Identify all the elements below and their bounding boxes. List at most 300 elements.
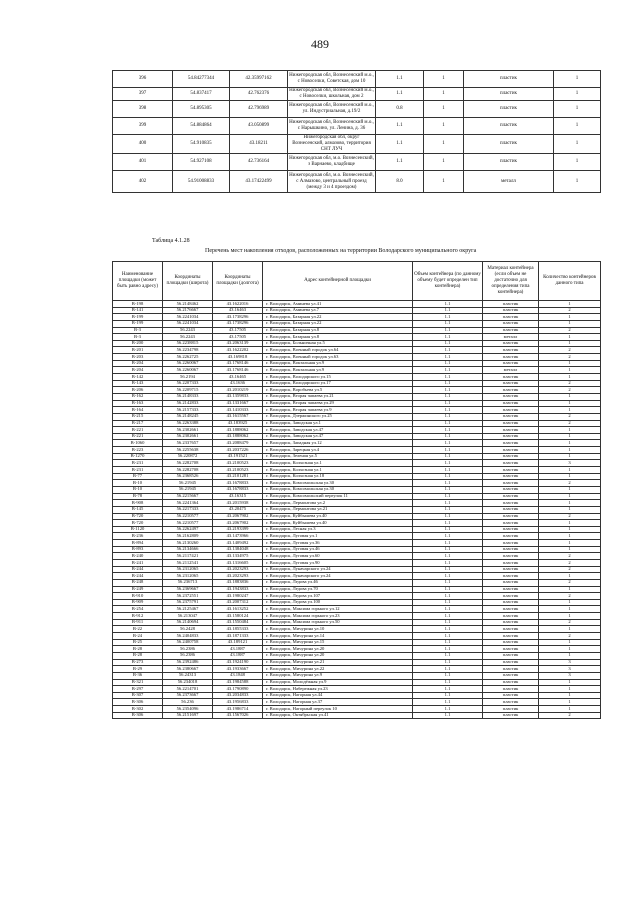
table-cell: г. Володарск, Максима горького ул.12 (263, 606, 413, 613)
table-cell: В-28 (113, 652, 163, 659)
table-cell: 1.1 (413, 486, 483, 493)
table-row (113, 646, 601, 653)
table-cell: 1 (424, 101, 464, 118)
table-cell: 1 (424, 135, 464, 154)
table-cell: 1 (539, 652, 601, 659)
table-cell: 1.1 (413, 307, 483, 314)
table-cell: 43.1738296 (213, 320, 263, 327)
table-cell: В-3 (113, 334, 163, 341)
table-cell: 1 (539, 301, 601, 308)
table-row (113, 540, 601, 547)
table-row (113, 400, 601, 407)
table-row (113, 606, 601, 613)
table-cell: г. Володарск, Ледова ул.46 (263, 579, 413, 586)
table-cell: 43.1883836 (213, 579, 263, 586)
table-cell: 43.183925 (213, 420, 263, 427)
table-cell: 1.1 (376, 118, 424, 135)
table-cell: г. Володарск, Куйбышева ул.40 (263, 513, 413, 520)
page-number: 489 (311, 37, 329, 51)
table-cell: пластик (483, 652, 539, 659)
table-cell: 56.2262497 (163, 526, 213, 533)
table-cell: 56.2117421 (163, 553, 213, 560)
table-cell: 1 (539, 314, 601, 321)
table-cell: 1.1 (413, 453, 483, 460)
table-cell: В-306 (113, 699, 163, 706)
table-cell: В-141 (113, 307, 163, 314)
table-cell: 397 (113, 88, 173, 101)
table-cell: 56.2148462 (163, 301, 213, 308)
table-cell: 43.1334975 (213, 553, 263, 560)
table-cell: В-206 (113, 387, 163, 394)
table-cell: 1.1 (413, 380, 483, 387)
table-cell: г. Володарск, Мичурина ул.9 (263, 672, 413, 679)
table-cell: 56.2125467 (163, 606, 213, 613)
table-cell: 43.1359833 (213, 393, 263, 400)
table-row (113, 546, 601, 553)
table-cell: пластик (483, 686, 539, 693)
table-cell: 1 (424, 171, 464, 193)
table-cell: 43.050899 (230, 118, 288, 135)
table-cell: В-217 (113, 420, 163, 427)
table-cell: 56.2392486 (163, 659, 213, 666)
table-cell: 1 (554, 118, 601, 135)
table-cell: 43.1409492 (213, 540, 263, 547)
table-cell: 43.189121 (213, 639, 263, 646)
table-row (113, 480, 601, 487)
table-cell: 1.1 (413, 672, 483, 679)
table-cell: г. Володарск, Мичурина ул.10 (263, 626, 413, 633)
column-header: Координаты площадки (широта) (163, 262, 213, 301)
table-cell: пластик (483, 354, 539, 361)
table-cell: 3 (539, 666, 601, 673)
table-row (113, 387, 601, 394)
table-cell: 1 (539, 599, 601, 606)
table-cell: 56.2217333 (163, 506, 213, 513)
table-row (113, 493, 601, 500)
table-cell: 1.1 (413, 360, 483, 367)
table-cell: 1.1 (413, 500, 483, 507)
table-cell: пластик (464, 71, 554, 88)
table-cell: 56.2260067 (163, 367, 213, 374)
table-cell: пластик (483, 659, 539, 666)
table-cell: металл (464, 171, 554, 193)
table-cell: пластик (483, 579, 539, 586)
table-cell: 43.2037226 (213, 447, 263, 454)
table-row (113, 559, 601, 566)
table-cell: В-3 (113, 327, 163, 334)
table-cell: В-236 (113, 533, 163, 540)
table-cell: 1.1 (413, 506, 483, 513)
table-cell: 2 (539, 480, 601, 487)
table-cell: пластик (483, 433, 539, 440)
table-cell: 1.1 (413, 546, 483, 553)
table-cell: 1 (539, 473, 601, 480)
table-cell: пластик (483, 340, 539, 347)
table-cell: г. Володарск, Луначарского ул.24 (263, 573, 413, 580)
table-cell: 1.1 (376, 154, 424, 171)
table-cell: В-720 (113, 520, 163, 527)
table-cell: пластик (483, 586, 539, 593)
table-cell: 398 (113, 101, 173, 118)
table-cell: 56.2130260 (163, 540, 213, 547)
table-cell: 1 (424, 71, 464, 88)
table-row (113, 639, 601, 646)
table-cell: г. Володарск, Вокзальная ул.9 (263, 367, 413, 374)
table-cell: пластик (483, 486, 539, 493)
table-cell: 1.1 (413, 407, 483, 414)
table-cell: 2 (539, 566, 601, 573)
table-row (113, 420, 601, 427)
table-cell: пластик (483, 520, 539, 527)
table-cell: 43.17505 (213, 334, 263, 341)
table-cell: 43.191521 (213, 453, 263, 460)
table-cell: 43.1384048 (213, 546, 263, 553)
table-cell: В-221 (113, 427, 163, 434)
table-cell: 56.2375791 (163, 599, 213, 606)
table-cell: Нижегородская обл, Вознесенский м.о., с Новоселки, школьная, дом 2 (289, 88, 374, 99)
table-cell: 56.2243 (163, 334, 213, 341)
table-cell: 43.20475 (213, 506, 263, 513)
table-cell: г. Володарск, Базарная ул.8 (263, 327, 413, 334)
table-cell: В-321 (113, 679, 163, 686)
table-cell: г. Володарск, Ледова ул.70 (263, 586, 413, 593)
table-cell: 1.1 (413, 646, 483, 653)
table-cell: В-244 (113, 573, 163, 580)
table-cell: 2 (539, 380, 601, 387)
table-cell: 43.1622202 (213, 347, 263, 354)
table-cell: 2 (539, 327, 601, 334)
table-cell: 1 (554, 171, 601, 193)
table-cell: 56.2282708 (163, 460, 213, 467)
table-row (113, 301, 601, 308)
table-cell: 43.1550484 (213, 619, 263, 626)
table-cell: В-145 (113, 506, 163, 513)
table-cell: В-910 (113, 593, 163, 600)
table-cell: 1 (554, 88, 601, 101)
table-cell: 56.2148333 (163, 393, 213, 400)
table-cell: В-248 (113, 579, 163, 586)
table-cell: 1 (539, 626, 601, 633)
table-cell: 43.16465 (213, 374, 263, 381)
table-cell: 1.1 (413, 633, 483, 640)
table-cell: г. Володарск, Мичурина ул.20 (263, 652, 413, 659)
table-row (113, 393, 601, 400)
table-cell: 1.1 (413, 367, 483, 374)
table-cell: 1.1 (413, 599, 483, 606)
table-cell: В-22 (113, 626, 163, 633)
table-cell: 1.1 (413, 533, 483, 540)
table-cell: 1.1 (413, 712, 483, 719)
table-cell: В-911 (113, 619, 163, 626)
table-cell: 56.213047 (163, 613, 213, 620)
table-cell: г. Володарск, Луговая ул.36 (263, 540, 413, 547)
table-cell: 1.1 (413, 334, 483, 341)
table-cell: В-201 (113, 347, 163, 354)
table-row (113, 440, 601, 447)
table-cell: пластик (483, 679, 539, 686)
table-row (113, 626, 601, 633)
table-cell: г. Володарск, Зеленая ул.5 (263, 453, 413, 460)
table-cell: 43.2023293 (213, 573, 263, 580)
table-cell: пластик (464, 135, 554, 154)
table-cell: В-78 (113, 493, 163, 500)
table-cell: В-200 (113, 340, 163, 347)
table-row (113, 354, 601, 361)
table-cell: 43.1316605 (213, 559, 263, 566)
table-row (113, 320, 601, 327)
table-cell: 1.1 (413, 579, 483, 586)
table-cell: 43.1567026 (213, 712, 263, 719)
table-cell: В-302 (113, 706, 163, 713)
table-cell: пластик (483, 573, 539, 580)
table-cell: 43.2034833 (213, 692, 263, 699)
table-cell: 1.1 (413, 420, 483, 427)
table-cell: 43.2101281 (213, 473, 263, 480)
table-cell: г. Володарск, Луговая ул.1 (263, 533, 413, 540)
table-cell: 56.2151697 (163, 712, 213, 719)
table-cell: г. Володарск, Заводская ул.1 (263, 420, 413, 427)
table-cell: 56.2312065 (163, 566, 213, 573)
table-row (113, 360, 601, 367)
table-cell: г. Володарск, Заводская ул.47 (263, 427, 413, 434)
table-cell: 1 (539, 526, 601, 533)
table-cell: г. Володарск, Военный городок ул.64 (263, 347, 413, 354)
table-cell: 56.2234798 (163, 347, 213, 354)
table-cell: г. Володарск, Комсомольский переулок 11 (263, 493, 413, 500)
table-cell: 0.8 (376, 101, 424, 118)
table-cell: 1 (539, 360, 601, 367)
table-cell: пластик (483, 320, 539, 327)
table-cell: 1.1 (413, 666, 483, 673)
table-cell: 56.2243 (163, 327, 213, 334)
table-row (113, 154, 601, 171)
table-cell: пластик (483, 427, 539, 434)
table-cell: 42.736164 (230, 154, 288, 171)
table-cell: 43.1410333 (213, 407, 263, 414)
table-cell: В-894 (113, 540, 163, 547)
table-cell: 1.1 (413, 566, 483, 573)
table-cell: 1 (539, 340, 601, 347)
table-cell: Нижегородская обл, Вознесенский м.о., с Нарышкино, ул. Ленина, д. 36 (288, 118, 376, 135)
table-cell: 401 (113, 154, 173, 171)
table-cell: 396 (113, 71, 173, 88)
table-cell: 1.1 (413, 340, 483, 347)
table-cell: 43.1636 (213, 380, 263, 387)
table-cell: 1.1 (376, 135, 424, 154)
table-row (113, 613, 601, 620)
table-cell: 1.1 (413, 433, 483, 440)
table-cell: 1.1 (413, 314, 483, 321)
table-cell: г. Володарск, Молодёжная ул.9 (263, 679, 413, 686)
table-cell: 43.1768146 (213, 360, 263, 367)
table-cell: 43.1848 (213, 672, 263, 679)
table-cell: пластик (483, 420, 539, 427)
table-cell: 8.0 (376, 171, 424, 193)
table-cell: 56.2312065 (163, 573, 213, 580)
table-cell: 1.1 (413, 320, 483, 327)
table-cell: г. Володарск, Максима горького ул.23 (263, 613, 413, 620)
table-cell: В-231 (113, 460, 163, 467)
table-cell: пластик (483, 301, 539, 308)
table-cell: 2 (539, 420, 601, 427)
table-cell: 56.2112541 (163, 559, 213, 566)
table-cell: пластик (483, 347, 539, 354)
table-title: Перечень мест накопления отходов, расположенных на территории Володарского муниципального округа (205, 248, 477, 254)
column-header: Количество контейнеров данного типа (539, 262, 601, 301)
table-cell: 56.2386 (163, 646, 213, 653)
table-cell: 43.1738296 (213, 314, 263, 321)
table-cell: пластик (483, 706, 539, 713)
table-cell: 2 (539, 559, 601, 566)
table-cell: В-720 (113, 513, 163, 520)
table-cell: пластик (483, 692, 539, 699)
table-cell: пластик (483, 699, 539, 706)
table-cell: г. Володарск, Мичурина ул.14 (263, 633, 413, 640)
table-cell: 43.16463 (213, 307, 263, 314)
table-cell: 43.169818 (213, 354, 263, 361)
table-cell: 54.837417 (173, 88, 230, 101)
table-cell: 402 (113, 171, 173, 193)
table-cell: В-163 (113, 400, 163, 407)
table-cell: 43.1331667 (213, 400, 263, 407)
table-cell: 56.2354096 (163, 706, 213, 713)
table-row (113, 586, 601, 593)
table-cell: пластик (483, 493, 539, 500)
table-cell: 56.2214701 (163, 686, 213, 693)
table-cell: 54.84277344 (173, 71, 230, 88)
table-number: Таблица 4.1.28 (152, 238, 190, 244)
table-cell: 43.1933667 (213, 666, 263, 673)
table-cell: г. Володарск, Мичурина ул.20 (263, 646, 413, 653)
table-cell: 1.1 (413, 520, 483, 527)
table-cell: 43.2193399 (213, 526, 263, 533)
table-cell: 1.1 (413, 374, 483, 381)
table-cell: г. Володарск, Базарная ул.22 (263, 314, 413, 321)
table-cell: В-1120 (113, 526, 163, 533)
table-cell: Нижегородская обл, Вознесенский м.о., ул. Индустриальная, д.19/2 (288, 101, 376, 118)
table-row (113, 340, 601, 347)
table-cell: пластик (483, 553, 539, 560)
table-row (113, 314, 601, 321)
table-cell: пластик (464, 88, 554, 101)
table-cell: В-244 (113, 566, 163, 573)
table-cell: В-162 (113, 393, 163, 400)
table-cell: пластик (464, 118, 554, 135)
table-cell: 2 (539, 347, 601, 354)
table-row (113, 633, 601, 640)
table-row (113, 513, 601, 520)
table-cell: 56.2380667 (163, 666, 213, 673)
table-cell: пластик (483, 626, 539, 633)
table-cell: г. Володарск, Луговая ул.46 (263, 546, 413, 553)
table-cell: г. Володарск, Комсомольская ул.30 (263, 480, 413, 487)
table-cell: 43.1871333 (213, 633, 263, 640)
table-cell: В-199 (113, 320, 163, 327)
table-cell: пластик (483, 360, 539, 367)
table-cell: г. Володарск, Мичурина ул.21 (263, 659, 413, 666)
table-cell: г. Володарск, Западная ул.12 (263, 440, 413, 447)
table-cell: пластик (483, 374, 539, 381)
table-cell: 1 (539, 606, 601, 613)
table-cell: 3 (539, 460, 601, 467)
table-cell: 56.2263388 (163, 420, 213, 427)
table-cell: 1 (539, 493, 601, 500)
table-cell: 43.2010219 (213, 387, 263, 394)
table-cell: пластик (483, 453, 539, 460)
table-cell: В-893 (113, 546, 163, 553)
table-cell: 43.2100523 (213, 460, 263, 467)
table-cell: 56.2337657 (163, 440, 213, 447)
table-cell: г. Володарск, Колхозная ул.1 (263, 460, 413, 467)
table-cell: В-912 (113, 613, 163, 620)
table-row (113, 573, 601, 580)
table-cell: 56.2215667 (163, 493, 213, 500)
table-cell: 1 (539, 440, 601, 447)
table-cell: 1 (539, 546, 601, 553)
table-cell: 1 (539, 374, 601, 381)
table-cell: 56.2207333 (163, 380, 213, 387)
table-cell: 1.1 (413, 327, 483, 334)
table-cell: 3 (539, 672, 601, 679)
table-row (113, 101, 601, 118)
table-cell: В-1060 (113, 440, 163, 447)
table-row (113, 307, 601, 314)
table-cell: 1 (539, 706, 601, 713)
table-cell: 1.1 (413, 467, 483, 474)
table-cell: 56.236 (163, 699, 213, 706)
table-cell: В-306 (113, 712, 163, 719)
table-cell: 1.1 (413, 347, 483, 354)
table-cell: 1.1 (413, 606, 483, 613)
table-cell: 1.1 (413, 553, 483, 560)
table-cell: г. Володарск, Базарная ул.8 (263, 334, 413, 341)
table-cell: В-36 (113, 672, 163, 679)
table-cell: 1.1 (413, 626, 483, 633)
table-cell: пластик (483, 619, 539, 626)
table-cell: 1.1 (376, 71, 424, 88)
table-cell: 43.1986714 (213, 706, 263, 713)
table-cell: г. Володарск, Нагорная ул.44 (263, 692, 413, 699)
table-cell: г. Володарск, Комсомольская ул.30 (263, 486, 413, 493)
table-cell: 43.1855333 (213, 626, 263, 633)
table-cell: 1 (539, 453, 601, 460)
table-cell: г. Володарск, Ледова ул.107 (263, 593, 413, 600)
table-cell: 43.1622016 (213, 301, 263, 308)
table-cell: 56.2368526 (163, 473, 213, 480)
table-cell: 1 (424, 88, 464, 101)
table-cell: 56.2302661 (163, 427, 213, 434)
table-cell: В-221 (113, 433, 163, 440)
table-cell: г. Володарск, Набережная ул.23 (263, 686, 413, 693)
table-cell: 1.1 (413, 393, 483, 400)
table-cell: 1 (539, 533, 601, 540)
table-cell: 1 (424, 118, 464, 135)
table-cell: 43.1887 (213, 646, 263, 653)
table-cell: 1.1 (413, 387, 483, 394)
table-cell: 43.1790890 (213, 686, 263, 693)
table-cell: 2 (539, 307, 601, 314)
column-header: Наименование площадки (может быть равно адресу) (113, 262, 163, 301)
table-cell: 1.1 (413, 447, 483, 454)
table-cell: 56.21945 (163, 486, 213, 493)
table-cell: 43.1943833 (213, 586, 263, 593)
table-cell: 56.2241364 (163, 500, 213, 507)
table-cell: пластик (483, 666, 539, 673)
table-row (113, 347, 601, 354)
table-cell: пластик (483, 400, 539, 407)
table-cell: 1 (539, 699, 601, 706)
column-header: Материал контейнера (если объем не достаточно для определения типа контейнера) (483, 262, 539, 301)
